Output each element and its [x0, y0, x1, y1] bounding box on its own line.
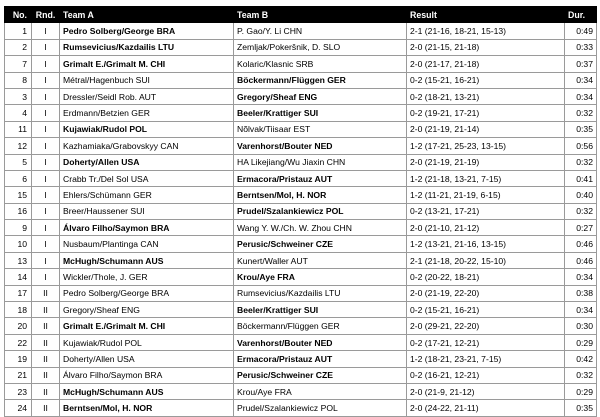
cell-round: I [32, 252, 60, 268]
table-header [5, 7, 597, 23]
cell-no: 18 [5, 302, 32, 318]
cell-duration: 0:29 [565, 334, 597, 350]
cell-no: 17 [5, 285, 32, 301]
table-row [5, 367, 597, 383]
cell-result: 2-0 (29-21, 22-20) [407, 318, 565, 334]
cell-duration: 0:40 [565, 187, 597, 203]
cell-round: I [32, 154, 60, 170]
table-row [5, 203, 597, 219]
table-row [5, 252, 597, 268]
cell-team-a: Kujawiak/Rudol POL [60, 334, 234, 350]
cell-team-b: Krou/Aye FRA [234, 269, 407, 285]
cell-result: 0-2 (15-21, 16-21) [407, 72, 565, 88]
cell-no: 21 [5, 367, 32, 383]
table-body [5, 23, 597, 416]
cell-team-b: Berntsen/Mol, H. NOR [234, 187, 407, 203]
cell-no: 24 [5, 400, 32, 416]
cell-duration: 0:35 [565, 121, 597, 137]
cell-duration: 0:34 [565, 88, 597, 104]
cell-no: 6 [5, 170, 32, 186]
cell-result: 0-2 (20-22, 18-21) [407, 269, 565, 285]
cell-round: I [32, 138, 60, 154]
cell-round: I [32, 88, 60, 104]
cell-team-a: McHugh/Schumann AUS [60, 252, 234, 268]
cell-duration: 0:33 [565, 39, 597, 55]
cell-no: 22 [5, 334, 32, 350]
cell-result: 1-2 (11-21, 21-19, 6-15) [407, 187, 565, 203]
table-row [5, 400, 597, 416]
cell-team-a: Berntsen/Mol, H. NOR [60, 400, 234, 416]
cell-round: II [32, 400, 60, 416]
cell-duration: 0:37 [565, 56, 597, 72]
cell-result: 2-0 (21-19, 22-20) [407, 285, 565, 301]
cell-team-b: Prudel/Szalankiewicz POL [234, 203, 407, 219]
cell-team-b: Kunert/Waller AUT [234, 252, 407, 268]
cell-duration: 0:30 [565, 318, 597, 334]
cell-round: I [32, 203, 60, 219]
table-row [5, 334, 597, 350]
cell-result: 1-2 (21-18, 13-21, 7-15) [407, 170, 565, 186]
cell-team-a: Doherty/Allen USA [60, 351, 234, 367]
cell-no: 9 [5, 220, 32, 236]
header-row [5, 7, 597, 23]
cell-result: 2-0 (21-17, 21-18) [407, 56, 565, 72]
cell-round: II [32, 318, 60, 334]
match-results-table [4, 6, 597, 417]
cell-team-b: Zemljak/Pokeršnik, D. SLO [234, 39, 407, 55]
cell-team-b: Perusic/Schweiner CZE [234, 236, 407, 252]
cell-round: II [32, 334, 60, 350]
cell-team-a: Grimalt E./Grimalt M. CHI [60, 56, 234, 72]
cell-result: 0-2 (15-21, 16-21) [407, 302, 565, 318]
header-no: No. [5, 7, 32, 23]
cell-round: I [32, 121, 60, 137]
header-round: Rnd. [32, 7, 60, 23]
header-team-b: Team B [234, 7, 407, 23]
table-row [5, 187, 597, 203]
cell-result: 2-0 (21-10, 21-12) [407, 220, 565, 236]
table-row [5, 23, 597, 39]
cell-team-a: Gregory/Sheaf ENG [60, 302, 234, 318]
cell-no: 10 [5, 236, 32, 252]
table-row [5, 121, 597, 137]
cell-no: 1 [5, 23, 32, 39]
cell-duration: 0:34 [565, 302, 597, 318]
cell-duration: 0:27 [565, 220, 597, 236]
table-row [5, 236, 597, 252]
cell-duration: 0:46 [565, 236, 597, 252]
cell-team-a: Álvaro Filho/Saymon BRA [60, 220, 234, 236]
cell-round: II [32, 367, 60, 383]
cell-round: II [32, 383, 60, 399]
cell-team-b: HA Likejiang/Wu Jiaxin CHN [234, 154, 407, 170]
cell-result: 2-0 (21-15, 21-18) [407, 39, 565, 55]
cell-round: I [32, 39, 60, 55]
cell-result: 0-2 (16-21, 12-21) [407, 367, 565, 383]
results-sheet [4, 6, 596, 417]
cell-team-b: Böckermann/Flüggen GER [234, 318, 407, 334]
cell-team-a: Pedro Solberg/George BRA [60, 23, 234, 39]
cell-no: 3 [5, 88, 32, 104]
table-row [5, 285, 597, 301]
table-row [5, 351, 597, 367]
cell-no: 19 [5, 351, 32, 367]
cell-team-b: Beeler/Krattiger SUI [234, 302, 407, 318]
cell-no: 8 [5, 72, 32, 88]
cell-duration: 0:32 [565, 154, 597, 170]
cell-team-a: Álvaro Filho/Saymon BRA [60, 367, 234, 383]
cell-result: 2-0 (21-19, 21-19) [407, 154, 565, 170]
cell-duration: 0:38 [565, 285, 597, 301]
table-row [5, 154, 597, 170]
cell-no: 20 [5, 318, 32, 334]
cell-team-b: Prudel/Szalankiewicz POL [234, 400, 407, 416]
cell-result: 1-2 (18-21, 23-21, 7-15) [407, 351, 565, 367]
table-row [5, 56, 597, 72]
cell-duration: 0:56 [565, 138, 597, 154]
table-row [5, 383, 597, 399]
cell-duration: 0:29 [565, 383, 597, 399]
cell-team-a: Kazhamiaka/Grabovskyy CAN [60, 138, 234, 154]
cell-no: 12 [5, 138, 32, 154]
cell-result: 0-2 (13-21, 17-21) [407, 203, 565, 219]
cell-team-b: Ermacora/Pristauz AUT [234, 170, 407, 186]
table-row [5, 105, 597, 121]
cell-team-a: Breer/Haussener SUI [60, 203, 234, 219]
cell-round: I [32, 269, 60, 285]
cell-round: II [32, 285, 60, 301]
cell-no: 23 [5, 383, 32, 399]
cell-no: 14 [5, 269, 32, 285]
cell-team-a: Grimalt E./Grimalt M. CHI [60, 318, 234, 334]
cell-result: 0-2 (19-21, 17-21) [407, 105, 565, 121]
cell-duration: 0:34 [565, 269, 597, 285]
table-row [5, 302, 597, 318]
cell-result: 2-1 (21-18, 20-22, 15-10) [407, 252, 565, 268]
cell-result: 0-2 (17-21, 12-21) [407, 334, 565, 350]
cell-team-b: Krou/Aye FRA [234, 383, 407, 399]
cell-no: 11 [5, 121, 32, 137]
cell-no: 15 [5, 187, 32, 203]
cell-team-a: Kujawiak/Rudol POL [60, 121, 234, 137]
cell-team-b: Varenhorst/Bouter NED [234, 138, 407, 154]
cell-team-b: Beeler/Krattiger SUI [234, 105, 407, 121]
table-row [5, 88, 597, 104]
cell-round: I [32, 236, 60, 252]
cell-duration: 0:32 [565, 203, 597, 219]
cell-team-a: Nusbaum/Plantinga CAN [60, 236, 234, 252]
cell-round: I [32, 220, 60, 236]
cell-no: 5 [5, 154, 32, 170]
cell-team-b: Nõlvak/Tiisaar EST [234, 121, 407, 137]
cell-team-b: Gregory/Sheaf ENG [234, 88, 407, 104]
cell-round: II [32, 302, 60, 318]
cell-duration: 0:42 [565, 351, 597, 367]
cell-team-b: Kolaric/Klasnic SRB [234, 56, 407, 72]
table-row [5, 170, 597, 186]
cell-team-a: Ehlers/Schümann GER [60, 187, 234, 203]
cell-team-a: Crabb Tr./Del Sol USA [60, 170, 234, 186]
table-row [5, 269, 597, 285]
cell-team-b: Ermacora/Pristauz AUT [234, 351, 407, 367]
cell-duration: 0:35 [565, 400, 597, 416]
cell-result: 0-2 (18-21, 13-21) [407, 88, 565, 104]
cell-no: 4 [5, 105, 32, 121]
cell-result: 1-2 (13-21, 21-16, 13-15) [407, 236, 565, 252]
cell-team-a: Erdmann/Betzien GER [60, 105, 234, 121]
cell-round: I [32, 72, 60, 88]
cell-no: 7 [5, 56, 32, 72]
cell-duration: 0:41 [565, 170, 597, 186]
cell-team-a: Wickler/Thole, J. GER [60, 269, 234, 285]
cell-duration: 0:32 [565, 105, 597, 121]
cell-round: I [32, 56, 60, 72]
cell-team-a: Pedro Solberg/George BRA [60, 285, 234, 301]
header-result: Result [407, 7, 565, 23]
cell-team-a: Rumsevicius/Kazdailis LTU [60, 39, 234, 55]
table-row [5, 39, 597, 55]
table-row [5, 220, 597, 236]
cell-no: 16 [5, 203, 32, 219]
table-row [5, 72, 597, 88]
cell-no: 2 [5, 39, 32, 55]
header-duration: Dur. [565, 7, 597, 23]
cell-round: I [32, 187, 60, 203]
cell-team-a: Doherty/Allen USA [60, 154, 234, 170]
cell-round: I [32, 23, 60, 39]
cell-team-b: Rumsevicius/Kazdailis LTU [234, 285, 407, 301]
table-row [5, 318, 597, 334]
cell-round: II [32, 351, 60, 367]
cell-team-b: Varenhorst/Bouter NED [234, 334, 407, 350]
cell-duration: 0:46 [565, 252, 597, 268]
cell-team-b: Perusic/Schweiner CZE [234, 367, 407, 383]
cell-duration: 0:34 [565, 72, 597, 88]
cell-no: 13 [5, 252, 32, 268]
cell-result: 2-0 (21-9, 21-12) [407, 383, 565, 399]
cell-result: 1-2 (17-21, 25-23, 13-15) [407, 138, 565, 154]
cell-result: 2-1 (21-16, 18-21, 15-13) [407, 23, 565, 39]
cell-team-b: Böckermann/Flüggen GER [234, 72, 407, 88]
cell-team-b: Wang Y. W./Ch. W. Zhou CHN [234, 220, 407, 236]
table-row [5, 138, 597, 154]
cell-round: I [32, 170, 60, 186]
cell-duration: 0:32 [565, 367, 597, 383]
header-team-a: Team A [60, 7, 234, 23]
cell-team-b: P. Gao/Y. Li CHN [234, 23, 407, 39]
cell-result: 2-0 (24-22, 21-11) [407, 400, 565, 416]
cell-team-a: McHugh/Schumann AUS [60, 383, 234, 399]
cell-team-a: Métral/Hagenbuch SUI [60, 72, 234, 88]
cell-result: 2-0 (21-19, 21-14) [407, 121, 565, 137]
cell-duration: 0:49 [565, 23, 597, 39]
cell-team-a: Dressler/Seidl Rob. AUT [60, 88, 234, 104]
cell-round: I [32, 105, 60, 121]
